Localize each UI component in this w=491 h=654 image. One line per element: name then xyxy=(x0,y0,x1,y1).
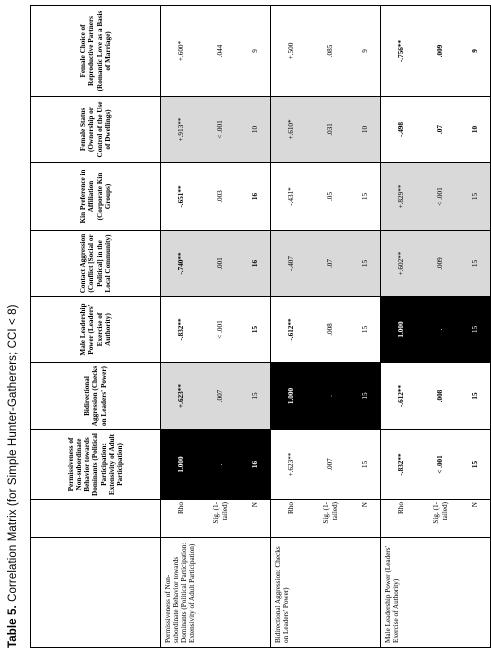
column-header: Contact Aggression (Conflict [Social or Political] in the Local Community) xyxy=(31,231,161,297)
table-cell: 16 xyxy=(241,430,271,500)
table-cell: .031 xyxy=(311,97,351,163)
table-cell: < .001 xyxy=(201,97,241,163)
table-cell: 15 xyxy=(241,297,271,363)
table-cell: 15 xyxy=(461,163,491,231)
table-cell: 15 xyxy=(351,430,381,500)
table-cell: +.913** xyxy=(161,97,201,163)
table-row xyxy=(381,6,421,648)
table-cell: +.602** xyxy=(381,231,421,297)
table-cell: 15 xyxy=(351,363,381,430)
table-cell: 16 xyxy=(241,163,271,231)
row-label: Permissiveness of Non-subordinate Behavior towards Dominants (Political Participation: Extensivity of Adult Participation) xyxy=(161,538,271,648)
table-cell: .07 xyxy=(421,97,461,163)
table-cell: -.832** xyxy=(381,430,421,500)
table-cell: -.756** xyxy=(381,6,421,97)
table-cell: 15 xyxy=(461,363,491,430)
header-row xyxy=(31,6,161,648)
row-label: Male Leadership Power (Leaders' Exercise of Authority) xyxy=(381,538,491,648)
stat-label: N xyxy=(461,500,491,538)
table-cell: < .001 xyxy=(421,163,461,231)
table-cell: .05 xyxy=(311,163,351,231)
table-cell: .001 xyxy=(201,231,241,297)
table-cell: 15 xyxy=(241,363,271,430)
stat-label: Sig. (1-tailed) xyxy=(311,500,351,538)
table-caption xyxy=(7,304,19,648)
table-cell: -.612** xyxy=(271,297,311,363)
stat-label: Rho xyxy=(161,500,201,538)
table-row xyxy=(161,6,201,648)
table-cell: .085 xyxy=(326,44,335,58)
table-cell: 10 xyxy=(461,97,491,163)
stat-label: N xyxy=(241,500,271,538)
table-cell: .003 xyxy=(201,163,241,231)
table-cell: -.740** xyxy=(161,231,201,297)
column-header: Male Leadership Power (Leaders' Exercise of Authority) xyxy=(31,297,161,363)
table-cell: 1.000 xyxy=(381,297,421,363)
table-cell: .044 xyxy=(216,44,225,58)
table-cell: +.600* xyxy=(161,6,201,97)
table-cell: 1.000 xyxy=(161,430,201,500)
table-cell: 15 xyxy=(351,163,381,231)
table-cell: +.610* xyxy=(271,97,311,163)
table-cell: . xyxy=(311,363,351,430)
column-header: Kin Preference in Affiliation (Corporate Kin Groups) xyxy=(31,163,161,231)
table-cell: .008 xyxy=(421,363,461,430)
table-cell: 10 xyxy=(241,97,271,163)
table-cell: . xyxy=(201,430,241,500)
table-cell: 15 xyxy=(461,430,491,500)
caption-text: Correlation Matrix (for Simple Hunter-Gatherers; CCI < 8) xyxy=(7,304,19,602)
table-cell: -.651** xyxy=(161,163,201,231)
correlation-matrix xyxy=(30,5,491,648)
stat-label: Sig. (1-tailed) xyxy=(421,500,461,538)
table-cell: +.829** xyxy=(381,163,421,231)
table-cell: -.612** xyxy=(381,363,421,430)
column-header: Female Choice of Reproductive Partners (Romantic Love as a Basis of Marriage) xyxy=(79,10,112,92)
column-header: Permissiveness of Non-subordinate Behavior towards Dominants (Political Participation: Extensivity of Adult Participation) xyxy=(31,430,161,500)
table-cell: 15 xyxy=(461,231,491,297)
table-cell: 15 xyxy=(461,297,491,363)
stat-label: Rho xyxy=(381,500,421,538)
table-cell: .008 xyxy=(311,297,351,363)
table-cell: 9 xyxy=(361,49,370,53)
table-cell: 1.000 xyxy=(271,363,311,430)
table-cell: 15 xyxy=(351,231,381,297)
column-header: Bidirectional Aggression (Checks on Leaders' Power) xyxy=(31,363,161,430)
table-cell: 9 xyxy=(471,49,480,53)
stat-label: N xyxy=(351,500,381,538)
table-cell: +.623** xyxy=(161,363,201,430)
table-cell: 9 xyxy=(251,49,260,53)
table-cell: < .001 xyxy=(421,430,461,500)
column-header: Female Status (Ownership or Control of the Use of Dwellings) xyxy=(31,97,161,163)
stat-label: Sig. (1-tailed) xyxy=(201,500,241,538)
table-cell: .009 xyxy=(436,44,445,58)
table-cell: +.623** xyxy=(271,430,311,500)
table-cell: -.431* xyxy=(271,163,311,231)
row-label: Bidirectional Aggression: Checks on Leaders' Power) xyxy=(271,538,381,648)
table-cell: -.407 xyxy=(271,231,311,297)
table-row xyxy=(271,6,311,648)
table-cell: 10 xyxy=(351,97,381,163)
table-cell: .009 xyxy=(421,231,461,297)
table-cell: -.498 xyxy=(381,97,421,163)
caption-label: Table 5. xyxy=(7,605,19,648)
table-cell: < .001 xyxy=(201,297,241,363)
table-cell: . xyxy=(421,297,461,363)
table-cell: +.500 xyxy=(271,6,311,97)
table-cell: 15 xyxy=(351,297,381,363)
table-cell: .007 xyxy=(311,430,351,500)
table-cell: -.832** xyxy=(161,297,201,363)
stat-label: Rho xyxy=(271,500,311,538)
table-cell: .07 xyxy=(311,231,351,297)
table-cell: 16 xyxy=(241,231,271,297)
table-cell: .007 xyxy=(201,363,241,430)
